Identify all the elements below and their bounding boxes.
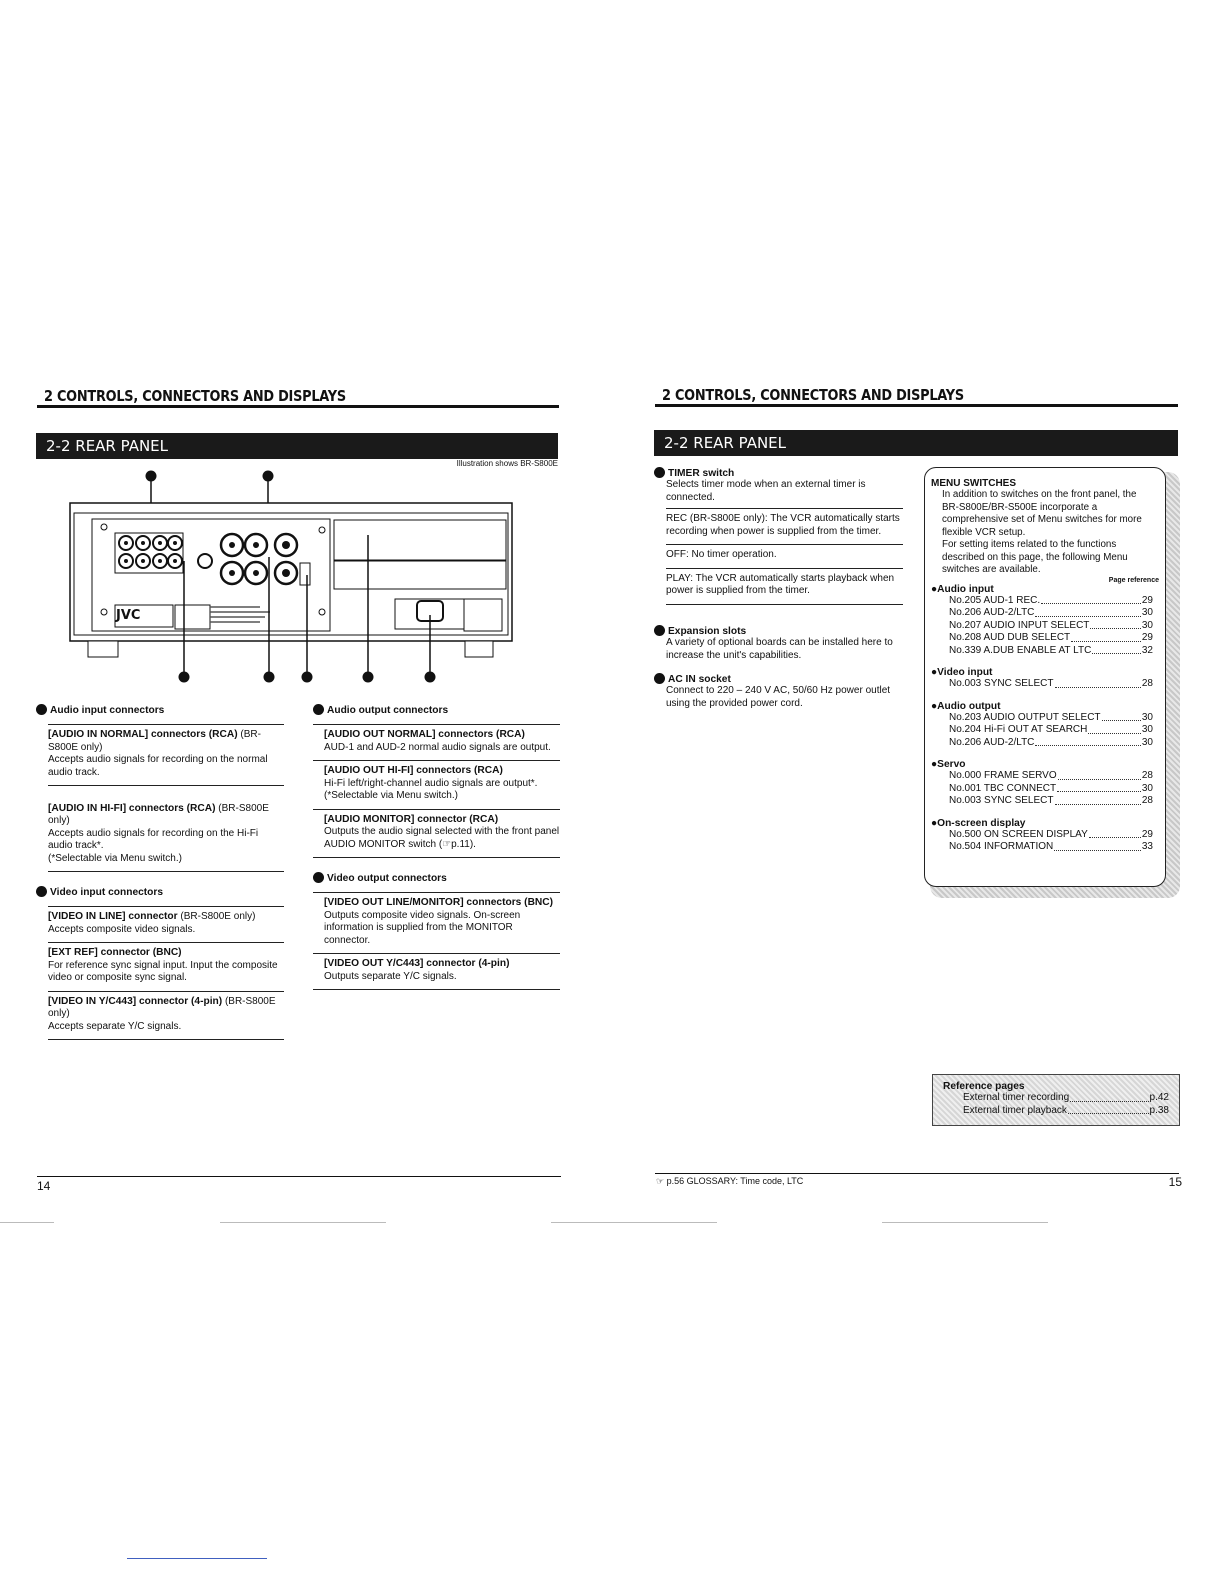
menu-item: No.339 A.DUB ENABLE AT LTC 32 [949, 644, 1153, 656]
scan-line [127, 1558, 267, 1559]
left-page-number: 14 [37, 1179, 51, 1193]
menu-group [931, 818, 1153, 854]
timer-intro: Selects timer mode when an external timer is connected. [666, 479, 866, 503]
callout-7 [425, 672, 436, 683]
right-footer-rule [655, 1173, 1179, 1174]
illustration-note: Illustration shows BR-S800E [456, 459, 558, 468]
acin-heading: AC IN socket [654, 673, 903, 685]
menu-item: No.504 INFORMATION 33 [949, 841, 1153, 852]
timer-off: OFF: No timer operation. [666, 545, 903, 569]
callout-2-top [263, 471, 274, 482]
entry-audio-in-normal: [AUDIO IN NORMAL] connectors (RCA) (BR-S800E only) Accepts audio signals for recording on the normal audio track. [48, 725, 284, 786]
reference-pages-box [932, 1074, 1180, 1126]
timer-rec: REC (BR-S800E only): The VCR automatically starts recording when power is supplied from the timer. [666, 509, 903, 545]
menu-group-heading: ●Audio input [931, 583, 994, 595]
left-banner: 2-2 REAR PANEL [36, 433, 558, 459]
audio-output-heading: Audio output connectors [313, 704, 560, 716]
timer-play: PLAY: The VCR automatically starts playback when power is supplied from the timer. [666, 569, 903, 605]
menu-item: No.206 AUD-2/LTC 30 [949, 736, 1153, 748]
expansion-heading: Expansion slots [654, 625, 903, 637]
menu-group [931, 584, 1153, 658]
menu-intro: In addition to switches on the front panel, the BR-S800E/BR-S500E incorporate a comprehensive set of Menu switches for more flexible VCR setup. For setting items related to the functions described on this page, the following Menu switches are available. [942, 489, 1142, 575]
menu-title: MENU SWITCHES [931, 478, 1016, 489]
rear-panel-diagram [60, 465, 530, 690]
callout-6 [363, 672, 374, 683]
page-ref-label: Page reference [1108, 576, 1159, 584]
audio-input-heading: Audio input connectors [36, 704, 284, 716]
expansion-body: A variety of optional boards can be installed here to increase the unit's capabilities. [666, 637, 893, 661]
video-output-group [313, 872, 560, 990]
right-title-rule [655, 404, 1178, 407]
entry-audio-out-normal: [AUDIO OUT NORMAL] connectors (RCA) AUD-1 and AUD-2 normal audio signals are output. [313, 725, 560, 761]
menu-item: No.001 TBC CONNECT 30 [949, 782, 1153, 794]
audio-output-group [313, 704, 560, 858]
glossary-note: ☞ p.56 GLOSSARY: Time code, LTC [656, 1176, 804, 1186]
menu-item: No.208 AUD DUB SELECT 29 [949, 632, 1153, 643]
menu-item: No.003 SYNC SELECT 28 [949, 795, 1153, 806]
acin-section [654, 673, 903, 710]
timer-section [654, 467, 903, 605]
menu-item: No.206 AUD-2/LTC 30 [949, 607, 1153, 618]
callout-3 [179, 672, 190, 683]
reference-title: Reference pages [943, 1081, 1025, 1092]
entry-audio-out-hifi: [AUDIO OUT HI-FI] connectors (RCA) Hi-Fi left/right-channel audio signals are output*. (*Selectable via Menu switch.) [313, 761, 560, 810]
menu-switches-box [924, 467, 1166, 887]
menu-item: No.207 AUDIO INPUT SELECT 30 [949, 619, 1153, 631]
menu-item: No.003 SYNC SELECT 28 [949, 678, 1153, 689]
right-banner: 2-2 REAR PANEL [654, 430, 1178, 456]
scan-line [882, 1222, 1048, 1223]
menu-item: No.000 FRAME SERVO 28 [949, 770, 1153, 781]
menu-group-heading: ●Audio output [931, 700, 1001, 712]
left-col-2 [313, 704, 560, 1004]
menu-item: No.203 AUDIO OUTPUT SELECT 30 [949, 711, 1153, 723]
reference-item: External timer recording p.42 [963, 1092, 1169, 1103]
callout-5 [302, 672, 313, 683]
entry-video-in-line: [VIDEO IN LINE] connector (BR-S800E only) Accepts composite video signals. [48, 907, 284, 943]
left-title-rule [37, 405, 559, 408]
video-output-heading: Video output connectors [313, 872, 560, 884]
scan-line [551, 1222, 717, 1223]
expansion-section [654, 625, 903, 662]
entry-video-out-line: [VIDEO OUT LINE/MONITOR] connectors (BNC) Outputs composite video signals. On-screen information is supplied from the MONITOR connector. [313, 893, 560, 954]
left-col-1 [36, 704, 284, 1054]
menu-group [931, 701, 1153, 750]
menu-item: No.205 AUD-1 REC. 29 [949, 594, 1153, 606]
video-input-heading: Video input connectors [36, 886, 284, 898]
menu-group-heading: ●Video input [931, 667, 993, 678]
scan-line [220, 1222, 386, 1223]
entry-video-in-yc: [VIDEO IN Y/C443] connector (4-pin) (BR-S800E only) Accepts separate Y/C signals. [48, 992, 284, 1041]
scan-line [0, 1222, 54, 1223]
entry-audio-in-hifi: [AUDIO IN HI-FI] connectors (RCA) (BR-S800E only) Accepts audio signals for recording on the Hi-Fi audio track*. (*Selectable via Menu switch.) [48, 786, 284, 872]
entry-ext-ref: [EXT REF] connector (BNC) For reference sync signal input. Input the composite video or composite sync signal. [48, 943, 284, 992]
menu-group [931, 759, 1153, 808]
menu-group-heading: ●Servo [931, 759, 966, 770]
menu-item: No.500 ON SCREEN DISPLAY 29 [949, 828, 1153, 840]
right-page-number: 15 [1168, 1175, 1182, 1189]
menu-group [931, 667, 1153, 691]
diagram-brand: JVC [116, 608, 141, 623]
menu-item: No.204 Hi-Fi OUT AT SEARCH 30 [949, 724, 1153, 735]
menu-group-heading: ●On-screen display [931, 817, 1026, 829]
entry-audio-monitor: [AUDIO MONITOR] connector (RCA) Outputs the audio signal selected with the front panel AUDIO MONITOR switch (☞p.11). [313, 810, 560, 859]
callout-4 [264, 672, 275, 683]
audio-input-group [36, 704, 284, 872]
acin-body: Connect to 220 – 240 V AC, 50/60 Hz power outlet using the provided power cord. [666, 685, 891, 709]
menu-groups [931, 584, 1153, 854]
left-section-title: 2 CONTROLS, CONNECTORS AND DISPLAYS [44, 387, 346, 405]
video-input-group [36, 886, 284, 1040]
entry-video-out-yc: [VIDEO OUT Y/C443] connector (4-pin) Outputs separate Y/C signals. [313, 954, 560, 990]
left-footer-rule [37, 1176, 561, 1177]
callout-1-top [146, 471, 157, 482]
reference-item: External timer playback p.38 [963, 1104, 1169, 1116]
timer-heading: TIMER switch [654, 467, 903, 479]
right-section-title: 2 CONTROLS, CONNECTORS AND DISPLAYS [662, 386, 964, 404]
